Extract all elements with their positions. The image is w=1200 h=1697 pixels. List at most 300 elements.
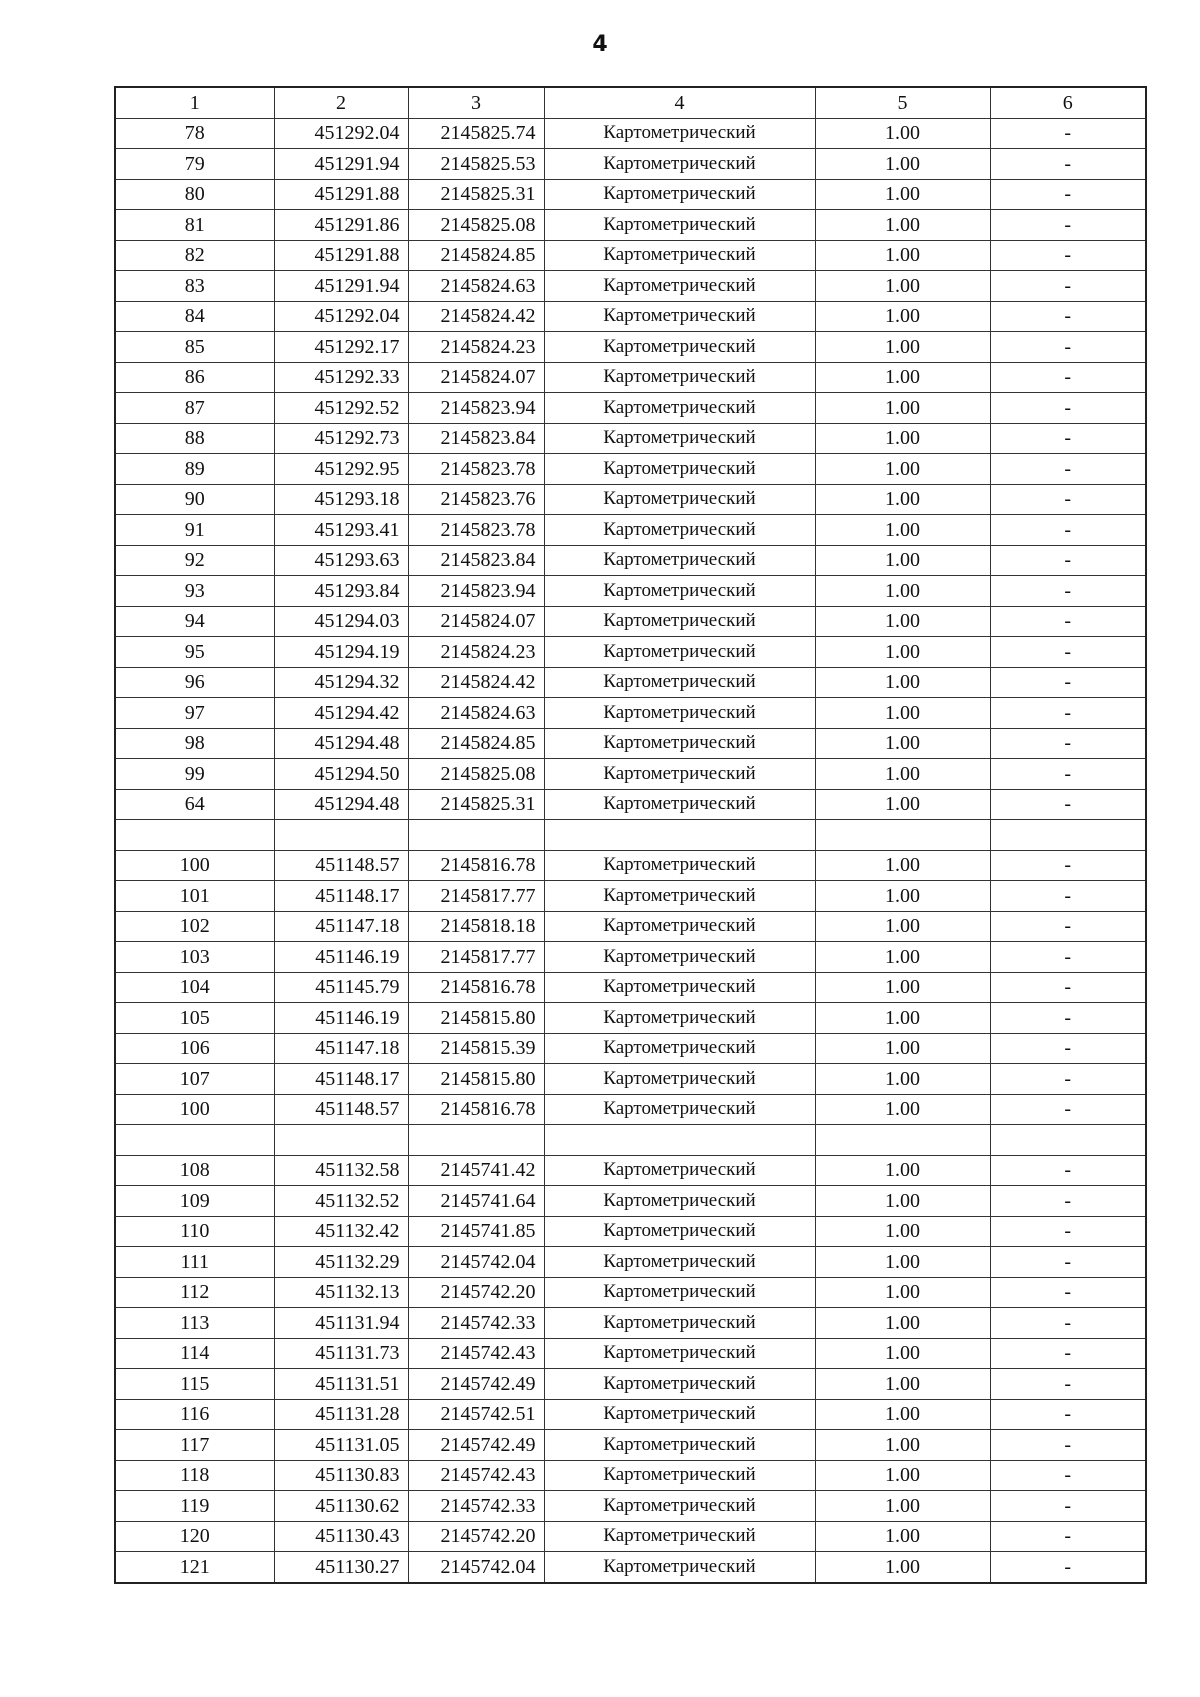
description-cell	[990, 820, 1146, 851]
method-cell: Картометрический	[544, 423, 815, 454]
description-cell: -	[990, 1186, 1146, 1217]
table-row	[115, 789, 1146, 820]
point-number-cell: 110	[115, 1216, 274, 1247]
x-coordinate-cell: 451131.94	[274, 1308, 408, 1339]
accuracy-cell: 1.00	[815, 789, 990, 820]
x-coordinate-cell: 451130.43	[274, 1521, 408, 1552]
y-coordinate-cell: 2145824.85	[408, 728, 544, 759]
method-cell: Картометрический	[544, 1338, 815, 1369]
x-coordinate-cell: 451147.18	[274, 911, 408, 942]
description-cell: -	[990, 972, 1146, 1003]
accuracy-cell: 1.00	[815, 972, 990, 1003]
y-coordinate-cell: 2145823.76	[408, 484, 544, 515]
point-number-cell: 117	[115, 1430, 274, 1461]
method-cell: Картометрический	[544, 1064, 815, 1095]
table-row	[115, 362, 1146, 393]
x-coordinate-cell: 451294.42	[274, 698, 408, 729]
x-coordinate-cell: 451292.52	[274, 393, 408, 424]
point-number-cell: 115	[115, 1369, 274, 1400]
point-number-cell: 113	[115, 1308, 274, 1339]
point-number-cell: 93	[115, 576, 274, 607]
description-cell: -	[990, 1064, 1146, 1095]
x-coordinate-cell: 451132.29	[274, 1247, 408, 1278]
y-coordinate-cell: 2145824.23	[408, 332, 544, 363]
x-coordinate-cell	[274, 1125, 408, 1156]
description-cell: -	[990, 545, 1146, 576]
accuracy-cell: 1.00	[815, 1308, 990, 1339]
method-cell: Картометрический	[544, 454, 815, 485]
y-coordinate-cell	[408, 820, 544, 851]
point-number-cell: 96	[115, 667, 274, 698]
x-coordinate-cell: 451292.95	[274, 454, 408, 485]
description-cell: -	[990, 210, 1146, 241]
accuracy-cell: 1.00	[815, 637, 990, 668]
table-row	[115, 1308, 1146, 1339]
x-coordinate-cell: 451132.13	[274, 1277, 408, 1308]
method-cell: Картометрический	[544, 789, 815, 820]
table-row	[115, 1064, 1146, 1095]
description-cell: -	[990, 759, 1146, 790]
y-coordinate-cell: 2145742.49	[408, 1369, 544, 1400]
table-row	[115, 149, 1146, 180]
point-number-cell: 95	[115, 637, 274, 668]
y-coordinate-cell: 2145825.08	[408, 210, 544, 241]
description-cell: -	[990, 1216, 1146, 1247]
x-coordinate-cell: 451131.51	[274, 1369, 408, 1400]
x-coordinate-cell: 451132.42	[274, 1216, 408, 1247]
x-coordinate-cell: 451293.41	[274, 515, 408, 546]
table-row	[115, 1460, 1146, 1491]
point-number-cell: 120	[115, 1521, 274, 1552]
table-row	[115, 698, 1146, 729]
method-cell: Картометрический	[544, 1369, 815, 1400]
method-cell: Картометрический	[544, 728, 815, 759]
point-number-cell: 116	[115, 1399, 274, 1430]
point-number-cell: 106	[115, 1033, 274, 1064]
y-coordinate-cell: 2145823.94	[408, 393, 544, 424]
y-coordinate-cell: 2145823.84	[408, 423, 544, 454]
method-cell: Картометрический	[544, 362, 815, 393]
accuracy-cell: 1.00	[815, 942, 990, 973]
y-coordinate-cell: 2145741.64	[408, 1186, 544, 1217]
column-header: 1	[115, 87, 274, 118]
table-row	[115, 179, 1146, 210]
table-row	[115, 484, 1146, 515]
y-coordinate-cell: 2145824.63	[408, 698, 544, 729]
y-coordinate-cell: 2145742.43	[408, 1338, 544, 1369]
accuracy-cell: 1.00	[815, 332, 990, 363]
point-number-cell: 80	[115, 179, 274, 210]
method-cell: Картометрический	[544, 606, 815, 637]
y-coordinate-cell: 2145823.94	[408, 576, 544, 607]
description-cell: -	[990, 1460, 1146, 1491]
table-row	[115, 1186, 1146, 1217]
description-cell: -	[990, 1308, 1146, 1339]
method-cell	[544, 1125, 815, 1156]
table-row	[115, 1277, 1146, 1308]
x-coordinate-cell: 451293.84	[274, 576, 408, 607]
point-number-cell	[115, 1125, 274, 1156]
point-number-cell: 88	[115, 423, 274, 454]
table-row	[115, 515, 1146, 546]
point-number-cell: 119	[115, 1491, 274, 1522]
description-cell: -	[990, 301, 1146, 332]
table-row	[115, 820, 1146, 851]
table-row	[115, 210, 1146, 241]
point-number-cell: 108	[115, 1155, 274, 1186]
x-coordinate-cell: 451148.57	[274, 1094, 408, 1125]
accuracy-cell: 1.00	[815, 545, 990, 576]
column-header: 2	[274, 87, 408, 118]
point-number-cell: 92	[115, 545, 274, 576]
table-row	[115, 1521, 1146, 1552]
table-row	[115, 301, 1146, 332]
column-header: 4	[544, 87, 815, 118]
y-coordinate-cell: 2145741.42	[408, 1155, 544, 1186]
accuracy-cell: 1.00	[815, 1003, 990, 1034]
x-coordinate-cell: 451292.17	[274, 332, 408, 363]
method-cell: Картометрический	[544, 149, 815, 180]
point-number-cell: 109	[115, 1186, 274, 1217]
point-number-cell: 84	[115, 301, 274, 332]
method-cell: Картометрический	[544, 1003, 815, 1034]
x-coordinate-cell: 451132.52	[274, 1186, 408, 1217]
x-coordinate-cell: 451130.83	[274, 1460, 408, 1491]
method-cell: Картометрический	[544, 637, 815, 668]
point-number-cell: 100	[115, 850, 274, 881]
accuracy-cell: 1.00	[815, 1277, 990, 1308]
method-cell: Картометрический	[544, 881, 815, 912]
method-cell: Картометрический	[544, 393, 815, 424]
table-body	[115, 118, 1146, 1583]
description-cell: -	[990, 911, 1146, 942]
method-cell	[544, 820, 815, 851]
y-coordinate-cell: 2145825.31	[408, 789, 544, 820]
accuracy-cell: 1.00	[815, 393, 990, 424]
description-cell: -	[990, 1247, 1146, 1278]
method-cell: Картометрический	[544, 1308, 815, 1339]
x-coordinate-cell: 451146.19	[274, 942, 408, 973]
accuracy-cell: 1.00	[815, 1460, 990, 1491]
x-coordinate-cell: 451291.88	[274, 179, 408, 210]
accuracy-cell: 1.00	[815, 515, 990, 546]
method-cell: Картометрический	[544, 1277, 815, 1308]
accuracy-cell: 1.00	[815, 362, 990, 393]
description-cell: -	[990, 1003, 1146, 1034]
table-row	[115, 1491, 1146, 1522]
point-number-cell: 118	[115, 1460, 274, 1491]
x-coordinate-cell: 451292.33	[274, 362, 408, 393]
y-coordinate-cell: 2145824.42	[408, 667, 544, 698]
description-cell: -	[990, 1155, 1146, 1186]
point-number-cell: 114	[115, 1338, 274, 1369]
method-cell: Картометрический	[544, 210, 815, 241]
y-coordinate-cell: 2145742.33	[408, 1308, 544, 1339]
accuracy-cell: 1.00	[815, 1247, 990, 1278]
x-coordinate-cell: 451292.04	[274, 118, 408, 149]
table-row	[115, 972, 1146, 1003]
x-coordinate-cell: 451148.17	[274, 881, 408, 912]
accuracy-cell: 1.00	[815, 1369, 990, 1400]
point-number-cell: 102	[115, 911, 274, 942]
method-cell: Картометрический	[544, 1491, 815, 1522]
point-number-cell: 82	[115, 240, 274, 271]
point-number-cell: 121	[115, 1552, 274, 1583]
table-row	[115, 454, 1146, 485]
method-cell: Картометрический	[544, 698, 815, 729]
method-cell: Картометрический	[544, 271, 815, 302]
description-cell: -	[990, 332, 1146, 363]
accuracy-cell: 1.00	[815, 1430, 990, 1461]
accuracy-cell: 1.00	[815, 606, 990, 637]
y-coordinate-cell: 2145816.78	[408, 850, 544, 881]
accuracy-cell: 1.00	[815, 301, 990, 332]
description-cell: -	[990, 271, 1146, 302]
table-row	[115, 850, 1146, 881]
method-cell: Картометрический	[544, 576, 815, 607]
point-number-cell: 81	[115, 210, 274, 241]
point-number-cell: 99	[115, 759, 274, 790]
table-row	[115, 1003, 1146, 1034]
table-row	[115, 637, 1146, 668]
y-coordinate-cell: 2145824.23	[408, 637, 544, 668]
y-coordinate-cell: 2145824.42	[408, 301, 544, 332]
column-header: 6	[990, 87, 1146, 118]
y-coordinate-cell: 2145817.77	[408, 881, 544, 912]
description-cell: -	[990, 698, 1146, 729]
description-cell: -	[990, 1369, 1146, 1400]
table-header-row	[115, 87, 1146, 118]
y-coordinate-cell: 2145816.78	[408, 972, 544, 1003]
table-row	[115, 332, 1146, 363]
description-cell: -	[990, 789, 1146, 820]
method-cell: Картометрический	[544, 332, 815, 363]
x-coordinate-cell: 451130.62	[274, 1491, 408, 1522]
accuracy-cell: 1.00	[815, 1094, 990, 1125]
description-cell: -	[990, 118, 1146, 149]
point-number-cell: 105	[115, 1003, 274, 1034]
table-row	[115, 271, 1146, 302]
y-coordinate-cell: 2145816.78	[408, 1094, 544, 1125]
table-row	[115, 576, 1146, 607]
x-coordinate-cell: 451291.86	[274, 210, 408, 241]
description-cell: -	[990, 1338, 1146, 1369]
y-coordinate-cell: 2145742.33	[408, 1491, 544, 1522]
table-row	[115, 1552, 1146, 1583]
y-coordinate-cell: 2145825.31	[408, 179, 544, 210]
y-coordinate-cell: 2145823.84	[408, 545, 544, 576]
description-cell	[990, 1125, 1146, 1156]
table-row	[115, 1155, 1146, 1186]
description-cell: -	[990, 728, 1146, 759]
accuracy-cell: 1.00	[815, 1064, 990, 1095]
description-cell: -	[990, 1399, 1146, 1430]
description-cell: -	[990, 149, 1146, 180]
description-cell: -	[990, 576, 1146, 607]
accuracy-cell: 1.00	[815, 1491, 990, 1522]
y-coordinate-cell: 2145742.04	[408, 1552, 544, 1583]
table-row	[115, 1216, 1146, 1247]
point-number-cell: 101	[115, 881, 274, 912]
accuracy-cell: 1.00	[815, 210, 990, 241]
x-coordinate-cell: 451145.79	[274, 972, 408, 1003]
point-number-cell: 64	[115, 789, 274, 820]
table-row	[115, 728, 1146, 759]
point-number-cell: 86	[115, 362, 274, 393]
point-number-cell: 98	[115, 728, 274, 759]
y-coordinate-cell: 2145825.08	[408, 759, 544, 790]
accuracy-cell: 1.00	[815, 179, 990, 210]
table-row	[115, 911, 1146, 942]
y-coordinate-cell: 2145817.77	[408, 942, 544, 973]
method-cell: Картометрический	[544, 911, 815, 942]
y-coordinate-cell: 2145824.63	[408, 271, 544, 302]
x-coordinate-cell: 451291.94	[274, 271, 408, 302]
point-number-cell: 89	[115, 454, 274, 485]
table-row	[115, 1338, 1146, 1369]
accuracy-cell: 1.00	[815, 1521, 990, 1552]
y-coordinate-cell: 2145815.80	[408, 1064, 544, 1095]
method-cell: Картометрический	[544, 118, 815, 149]
x-coordinate-cell: 451147.18	[274, 1033, 408, 1064]
x-coordinate-cell	[274, 820, 408, 851]
x-coordinate-cell: 451130.27	[274, 1552, 408, 1583]
y-coordinate-cell: 2145742.43	[408, 1460, 544, 1491]
x-coordinate-cell: 451294.32	[274, 667, 408, 698]
x-coordinate-cell: 451293.63	[274, 545, 408, 576]
x-coordinate-cell: 451291.88	[274, 240, 408, 271]
accuracy-cell: 1.00	[815, 1216, 990, 1247]
point-number-cell: 100	[115, 1094, 274, 1125]
accuracy-cell: 1.00	[815, 240, 990, 271]
description-cell: -	[990, 423, 1146, 454]
y-coordinate-cell: 2145825.53	[408, 149, 544, 180]
method-cell: Картометрический	[544, 515, 815, 546]
page-number: 4	[592, 32, 608, 57]
accuracy-cell: 1.00	[815, 881, 990, 912]
accuracy-cell: 1.00	[815, 1155, 990, 1186]
x-coordinate-cell: 451131.73	[274, 1338, 408, 1369]
table-row	[115, 423, 1146, 454]
point-number-cell: 90	[115, 484, 274, 515]
accuracy-cell: 1.00	[815, 911, 990, 942]
description-cell: -	[990, 515, 1146, 546]
description-cell: -	[990, 393, 1146, 424]
point-number-cell: 85	[115, 332, 274, 363]
table-row	[115, 1033, 1146, 1064]
x-coordinate-cell: 451131.05	[274, 1430, 408, 1461]
x-coordinate-cell: 451294.48	[274, 789, 408, 820]
description-cell: -	[990, 1277, 1146, 1308]
method-cell: Картометрический	[544, 1216, 815, 1247]
table-row	[115, 545, 1146, 576]
x-coordinate-cell: 451291.94	[274, 149, 408, 180]
y-coordinate-cell: 2145824.07	[408, 606, 544, 637]
table-row	[115, 881, 1146, 912]
x-coordinate-cell: 451292.73	[274, 423, 408, 454]
description-cell: -	[990, 240, 1146, 271]
y-coordinate-cell: 2145824.07	[408, 362, 544, 393]
method-cell: Картометрический	[544, 1033, 815, 1064]
x-coordinate-cell: 451294.50	[274, 759, 408, 790]
y-coordinate-cell: 2145815.39	[408, 1033, 544, 1064]
x-coordinate-cell: 451294.48	[274, 728, 408, 759]
accuracy-cell: 1.00	[815, 423, 990, 454]
accuracy-cell: 1.00	[815, 271, 990, 302]
method-cell: Картометрический	[544, 1552, 815, 1583]
table-row	[115, 240, 1146, 271]
point-number-cell: 78	[115, 118, 274, 149]
point-number-cell: 83	[115, 271, 274, 302]
method-cell: Картометрический	[544, 484, 815, 515]
column-header: 5	[815, 87, 990, 118]
accuracy-cell	[815, 820, 990, 851]
method-cell: Картометрический	[544, 1155, 815, 1186]
accuracy-cell: 1.00	[815, 484, 990, 515]
accuracy-cell: 1.00	[815, 149, 990, 180]
method-cell: Картометрический	[544, 972, 815, 1003]
y-coordinate-cell: 2145824.85	[408, 240, 544, 271]
table-row	[115, 606, 1146, 637]
accuracy-cell: 1.00	[815, 728, 990, 759]
accuracy-cell: 1.00	[815, 1552, 990, 1583]
column-header: 3	[408, 87, 544, 118]
y-coordinate-cell: 2145815.80	[408, 1003, 544, 1034]
description-cell: -	[990, 179, 1146, 210]
description-cell: -	[990, 1430, 1146, 1461]
y-coordinate-cell: 2145818.18	[408, 911, 544, 942]
point-number-cell: 97	[115, 698, 274, 729]
table-row	[115, 1369, 1146, 1400]
description-cell: -	[990, 881, 1146, 912]
description-cell: -	[990, 1033, 1146, 1064]
method-cell: Картометрический	[544, 1247, 815, 1278]
method-cell: Картометрический	[544, 1094, 815, 1125]
accuracy-cell: 1.00	[815, 850, 990, 881]
table-row	[115, 393, 1146, 424]
y-coordinate-cell: 2145742.49	[408, 1430, 544, 1461]
description-cell: -	[990, 454, 1146, 485]
x-coordinate-cell: 451293.18	[274, 484, 408, 515]
x-coordinate-cell: 451131.28	[274, 1399, 408, 1430]
method-cell: Картометрический	[544, 179, 815, 210]
method-cell: Картометрический	[544, 759, 815, 790]
x-coordinate-cell: 451148.17	[274, 1064, 408, 1095]
accuracy-cell: 1.00	[815, 1338, 990, 1369]
point-number-cell: 94	[115, 606, 274, 637]
accuracy-cell	[815, 1125, 990, 1156]
description-cell: -	[990, 942, 1146, 973]
method-cell: Картометрический	[544, 1186, 815, 1217]
method-cell: Картометрический	[544, 240, 815, 271]
point-number-cell	[115, 820, 274, 851]
x-coordinate-cell: 451132.58	[274, 1155, 408, 1186]
accuracy-cell: 1.00	[815, 759, 990, 790]
table-row	[115, 1125, 1146, 1156]
point-number-cell: 79	[115, 149, 274, 180]
table-row	[115, 1094, 1146, 1125]
x-coordinate-cell: 451292.04	[274, 301, 408, 332]
accuracy-cell: 1.00	[815, 667, 990, 698]
description-cell: -	[990, 362, 1146, 393]
method-cell: Картометрический	[544, 1460, 815, 1491]
point-number-cell: 111	[115, 1247, 274, 1278]
y-coordinate-cell: 2145742.20	[408, 1277, 544, 1308]
point-number-cell: 107	[115, 1064, 274, 1095]
y-coordinate-cell: 2145823.78	[408, 454, 544, 485]
method-cell: Картометрический	[544, 1399, 815, 1430]
table-row	[115, 1247, 1146, 1278]
